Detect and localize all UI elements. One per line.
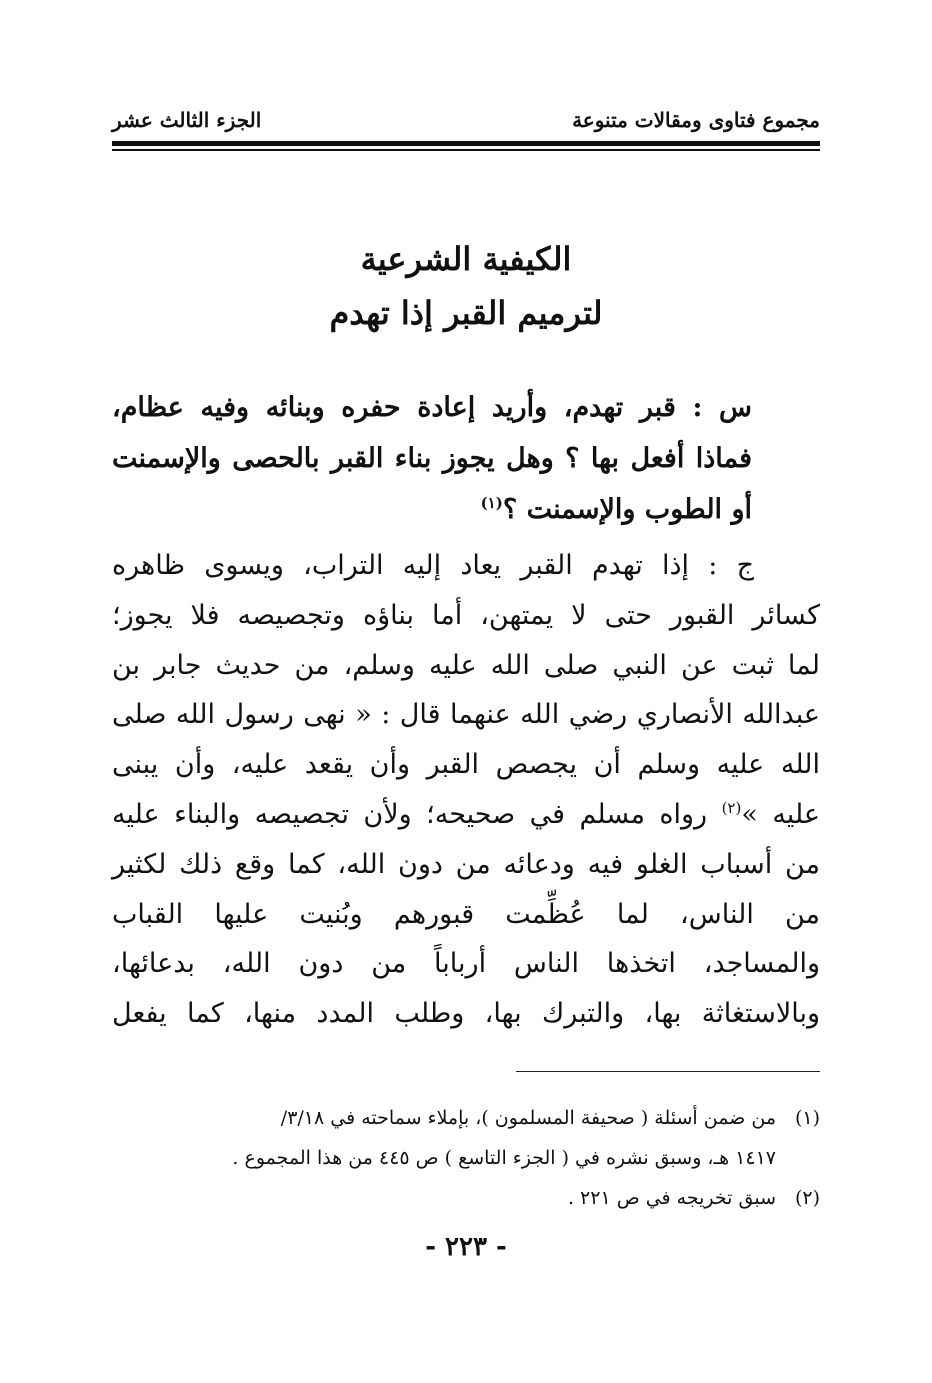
question-text: س : قبر تهدم، وأريد إعادة حفره وبنائه وفيه عظام، فماذا أفعل بها ؟ وهل يجوز بناء القبر بالحصى والإسمنت أو الطوب والإسمنت ؟ <box>112 392 752 525</box>
header-rule-thick <box>112 141 820 146</box>
footnote-line: من ضمن أسئلة ( صحيفة المسلمون )، بإملاء سماحته في ٣/١٨/ <box>280 1107 776 1129</box>
answer-line: عبدالله الأنصاري رضي الله عنهما قال : « نهى رسول الله صلى <box>112 699 820 731</box>
title-line-1: الكيفية الشرعية <box>360 240 572 278</box>
page-number: - ٢٢٣ - <box>425 1232 507 1262</box>
volume-header: الجزء الثالث عشر <box>112 108 262 132</box>
answer-line: من الناس، لما عُظِّمت قبورهم وبُنيت عليها القباب <box>112 898 820 930</box>
title-line-2: لترميم القبر إذا تهدم <box>329 294 603 332</box>
footnote-separator <box>516 1071 820 1072</box>
footnote-line: سبق تخريجه في ص ٢٢١ . <box>567 1187 776 1209</box>
answer-line: لما ثبت عن النبي صلى الله عليه وسلم، من حديث جابر بن <box>112 649 820 681</box>
answer-line: وبالاستغاثة بها، والتبرك بها، وطلب المدد منها، كما يفعل <box>112 998 820 1030</box>
footnote-ref-1: (١) <box>480 494 503 512</box>
question-paragraph <box>112 382 752 535</box>
answer-line: كسائر القبور حتى لا يمتهن، أما بناؤه وتجصيصه فلا يجوز؛ <box>112 599 820 631</box>
footnote-line: ١٤١٧ هـ، وسبق نشره في ( الجزء التاسع ) ص ٤٤٥ من هذا المجموع . <box>232 1147 776 1169</box>
answer-paragraph <box>112 541 820 1039</box>
article-title <box>112 232 820 340</box>
running-header <box>112 108 820 140</box>
answer-line: من أسباب الغلو فيه ودعائه من دون الله، كما وقع ذلك لكثير <box>112 848 820 880</box>
header-rule-thin <box>112 149 820 151</box>
footnotes <box>112 1098 820 1218</box>
footnote-number: (٢) <box>794 1187 820 1209</box>
footnote-1 <box>112 1098 820 1178</box>
answer-line: الله عليه وسلم أن يجصص القبر وأن يقعد عليه، وأن يبنى <box>112 749 820 781</box>
answer-line-6-start: عليه » <box>741 798 820 830</box>
book-title-header: مجموع فتاوى ومقالات متنوعة <box>572 108 820 132</box>
footnote-number: (١) <box>794 1107 820 1129</box>
answer-line: والمساجد، اتخذها الناس أرباباً من دون الله، بدعائها، <box>112 948 820 980</box>
footnote-2 <box>112 1178 820 1218</box>
answer-line: ج : إذا تهدم القبر يعاد إليه التراب، ويسوى ظاهره <box>112 550 754 581</box>
footnote-ref-2: (٢) <box>721 798 742 817</box>
answer-line-6-end: رواه مسلم في صحيحه؛ ولأن تجصيصه والبناء عليه <box>112 798 722 830</box>
answer-line-with-ref <box>112 790 820 840</box>
